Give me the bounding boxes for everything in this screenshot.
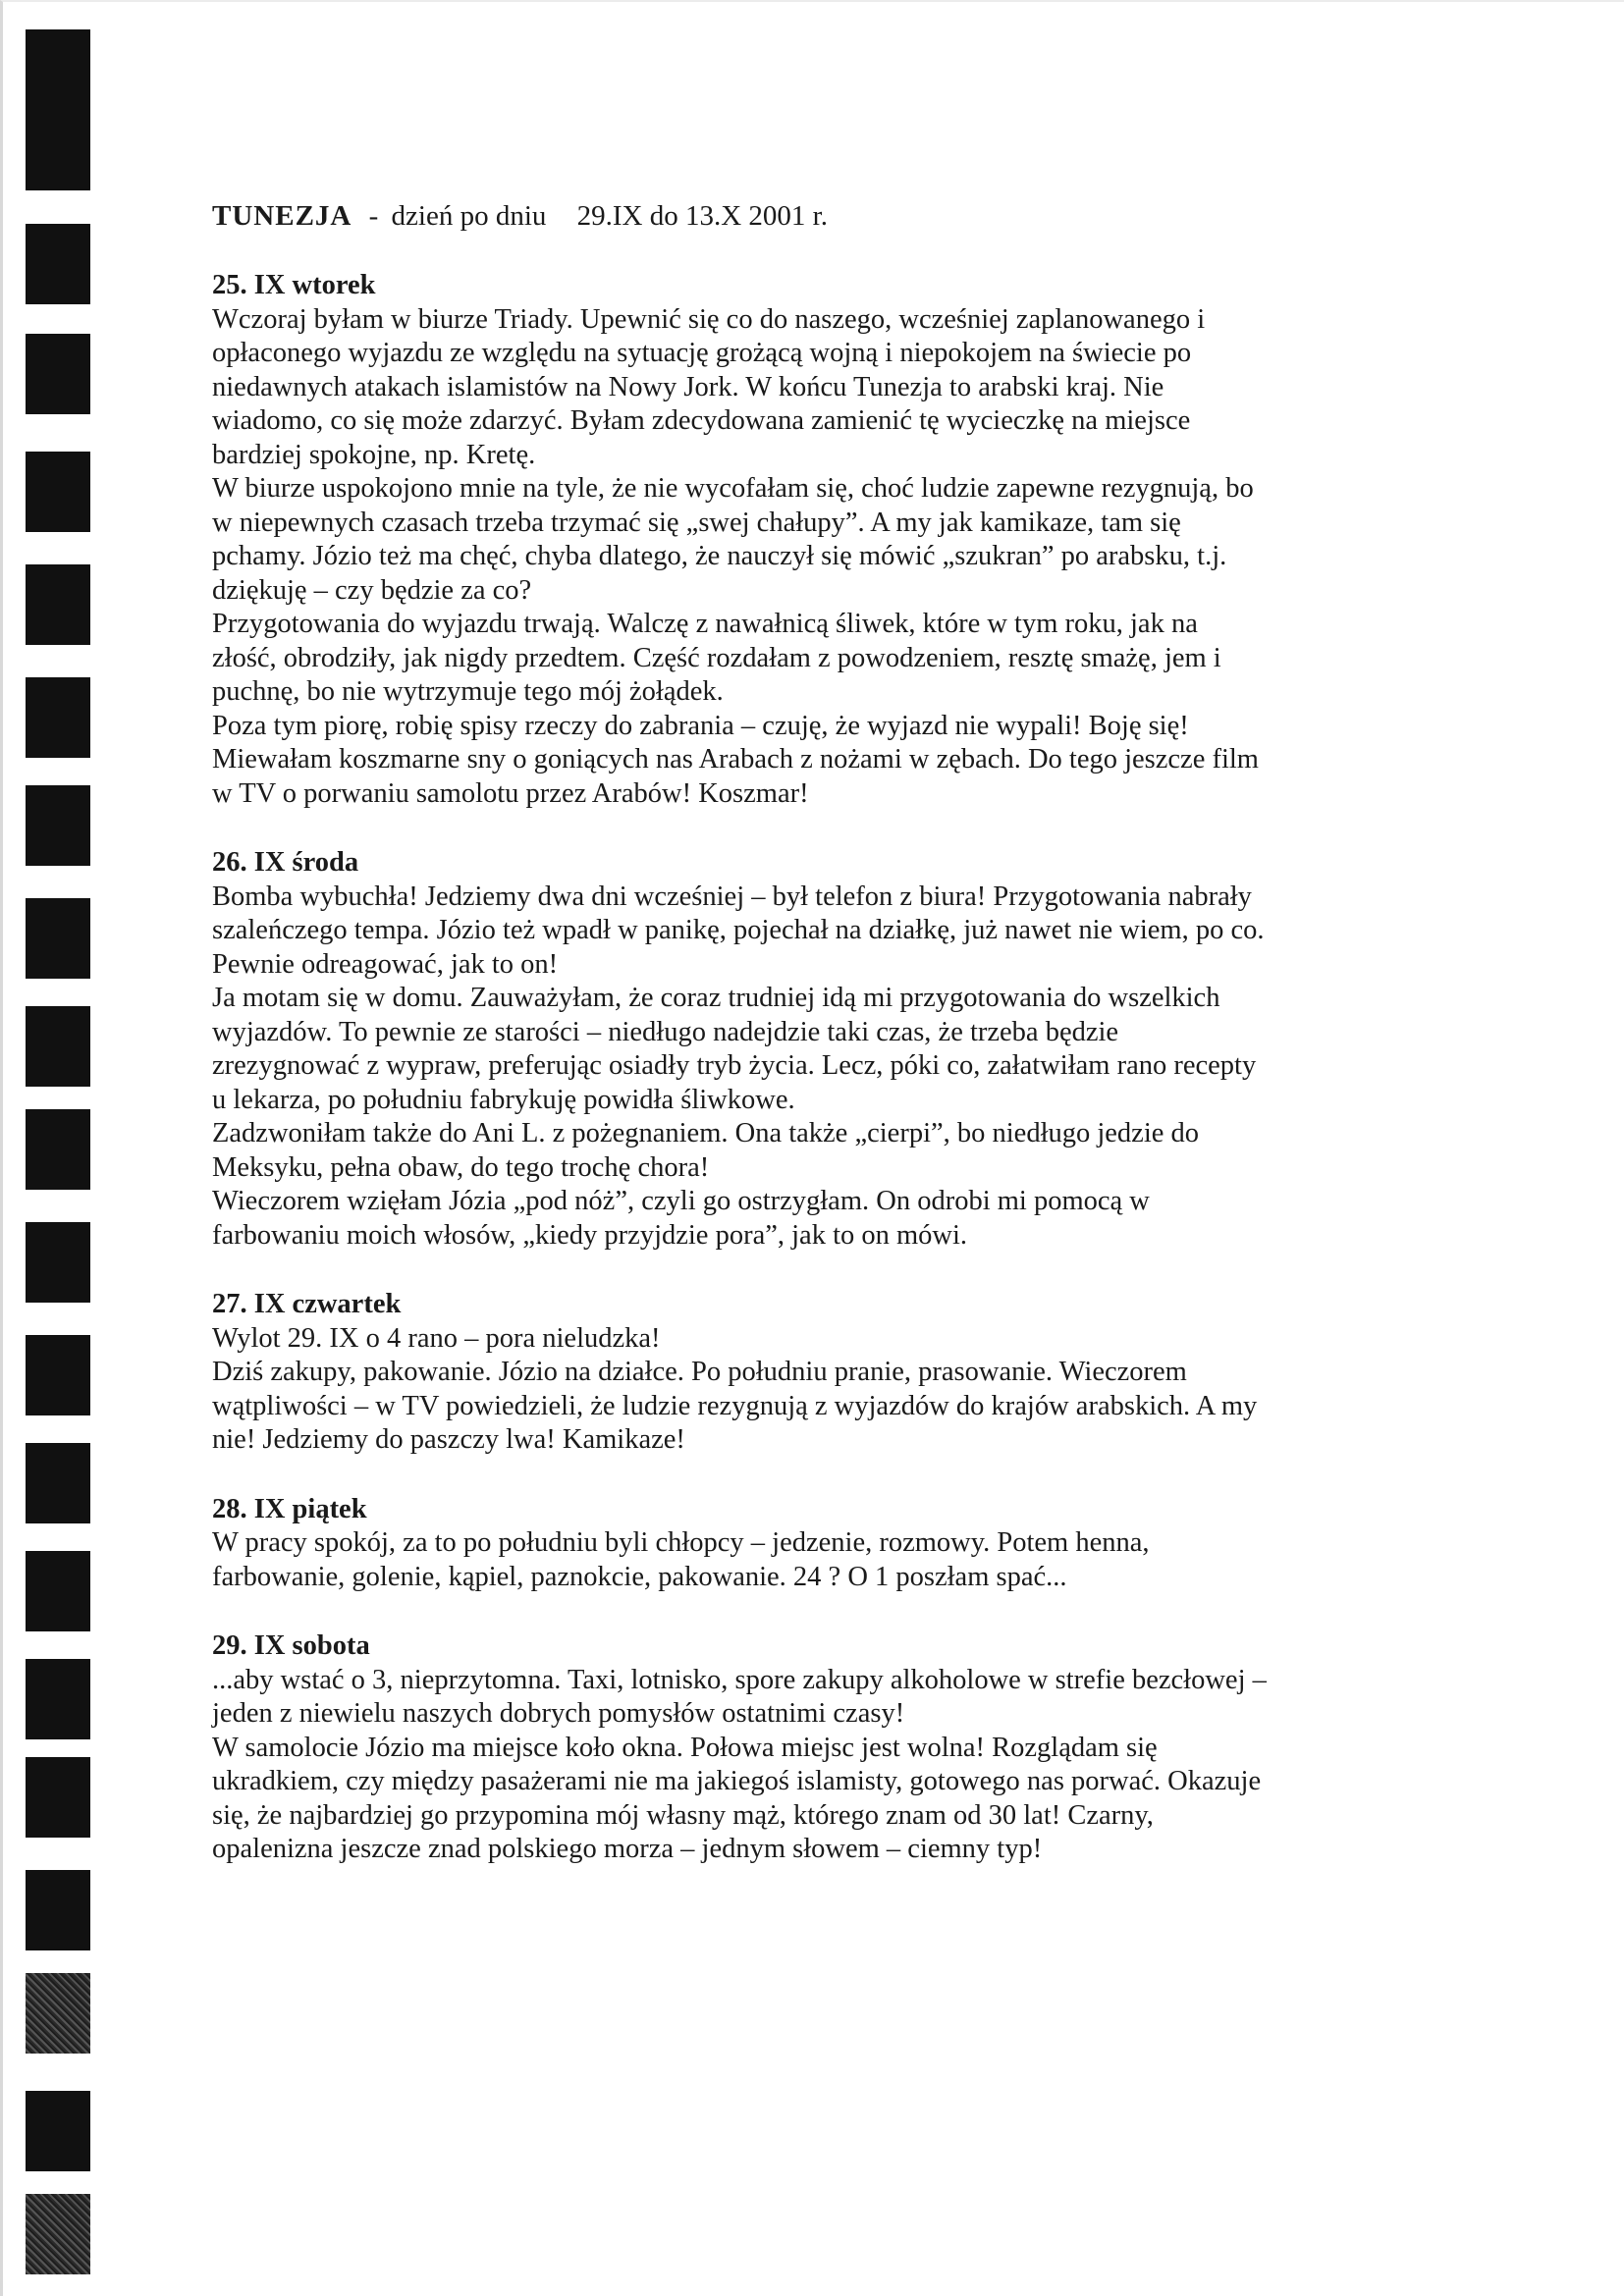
entry-heading: 29. IX sobota bbox=[212, 1630, 370, 1661]
binding-hole bbox=[26, 1659, 90, 1739]
binding-hole bbox=[26, 1870, 90, 1950]
entry-heading: 25. IX wtorek bbox=[212, 270, 376, 300]
binding-hole bbox=[26, 110, 90, 190]
binding-hole bbox=[26, 677, 90, 758]
entry-heading: 27. IX czwartek bbox=[212, 1289, 402, 1319]
entry-text bbox=[212, 881, 1449, 1254]
text-line: pchamy. Józio też ma chęć, chyba dlatego, że nauczył się mówić „szukran” po arabsku, t.j. bbox=[212, 541, 1227, 571]
text-line: Pewnie odreagować, jak to on! bbox=[212, 948, 559, 980]
text-line: wiadomo, co się może zdarzyć. Byłam zdecydowana zamienić tę wycieczkę na miejsce bbox=[212, 405, 1191, 436]
binding-hole bbox=[26, 564, 90, 645]
text-line: szaleńczego tempa. Józio też wpadł w panikę, pojechał na działkę, już nawet nie wiem, po co. bbox=[212, 915, 1265, 945]
text-line: jeden z niewielu naszych dobrych pomysłów ostatnimi czasy! bbox=[212, 1698, 905, 1729]
diary-entries bbox=[212, 269, 1449, 1867]
binding-hole bbox=[26, 2091, 90, 2171]
binding-hole bbox=[26, 452, 90, 532]
text-line: Przygotowania do wyjazdu trwają. Walczę z nawałnicą śliwek, które w tym roku, jak na bbox=[212, 609, 1198, 639]
text-line: Miewałam koszmarne sny o goniących nas Arabach z nożami w zębach. Do tego jeszcze film bbox=[212, 744, 1259, 774]
text-line: Dziś zakupy, pakowanie. Józio na działce. Po południu pranie, prasowanie. Wieczorem bbox=[212, 1357, 1187, 1387]
text-line: wyjazdów. To pewnie ze starości – niedługo nadejdzie taki czas, że trzeba będzie bbox=[212, 1016, 1119, 1047]
text-line: w niepewnych czasach trzeba trzymać się „swej chałupy”. A my jak kamikaze, tam się bbox=[212, 507, 1181, 538]
diary-entry bbox=[212, 1493, 1449, 1595]
text-line: Poza tym piorę, robię spisy rzeczy do zabrania – czuję, że wyjazd nie wypali! Boję się! bbox=[212, 710, 1189, 741]
binding-hole bbox=[26, 1109, 90, 1190]
text-line: farbowanie, golenie, kąpiel, paznokcie, pakowanie. 24 ? O 1 poszłam spać... bbox=[212, 1561, 1067, 1592]
text-line: złość, obrodziły, jak nigdy przedtem. Część rozdałam z powodzeniem, resztę smażę, jem i bbox=[212, 642, 1221, 673]
entry-heading: 26. IX środa bbox=[212, 847, 359, 878]
document-subtitle: dzień po dniu bbox=[391, 200, 547, 232]
diary-entry bbox=[212, 846, 1449, 1253]
text-line: się, że najbardziej go przypomina mój własny mąż, którego znam od 30 lat! Czarny, bbox=[212, 1799, 1154, 1831]
binding-hole bbox=[26, 334, 90, 414]
binding-hole bbox=[26, 1757, 90, 1838]
binding-strip bbox=[26, 0, 104, 2296]
binding-hole bbox=[26, 2194, 90, 2274]
entry-text bbox=[212, 303, 1449, 812]
text-line: Ja motam się w domu. Zauważyłam, że coraz trudniej idą mi przygotowania do wszelkich bbox=[212, 983, 1220, 1013]
entry-text bbox=[212, 1526, 1449, 1594]
text-line: w TV o porwaniu samolotu przez Arabów! Koszmar! bbox=[212, 777, 809, 809]
binding-hole bbox=[26, 1335, 90, 1415]
binding-hole bbox=[26, 224, 90, 304]
text-line: W biurze uspokojono mnie na tyle, że nie wycofałam się, choć ludzie zapewne rezygnują, bo bbox=[212, 473, 1254, 504]
text-line: ...aby wstać o 3, nieprzytomna. Taxi, lotnisko, spore zakupy alkoholowe w strefie bezcłowej – bbox=[212, 1664, 1267, 1695]
document-title-line bbox=[212, 198, 1449, 234]
diary-entry bbox=[212, 269, 1449, 811]
binding-hole bbox=[26, 1006, 90, 1087]
text-line: Bomba wybuchła! Jedziemy dwa dni wcześniej – był telefon z biura! Przygotowania nabrały bbox=[212, 881, 1252, 912]
document-body bbox=[212, 198, 1449, 1902]
text-line: Zadzwoniłam także do Ani L. z pożegnaniem. Ona także „cierpi”, bo niedługo jedzie do bbox=[212, 1118, 1200, 1148]
text-line: ukradkiem, czy między pasażerami nie ma jakiegoś islamisty, gotowego nas porwać. Okazuje bbox=[212, 1766, 1262, 1796]
title-separator: - bbox=[368, 200, 379, 232]
binding-hole bbox=[26, 1443, 90, 1523]
text-line: u lekarza, po południu fabrykuję powidła śliwkowe. bbox=[212, 1084, 795, 1115]
text-line: farbowaniu moich włosów, „kiedy przyjdzie pora”, jak to on mówi. bbox=[212, 1219, 968, 1251]
text-line: opalenizna jeszcze znad polskiego morza – jednym słowem – ciemny typ! bbox=[212, 1834, 1043, 1864]
text-line: zrezygnować z wypraw, preferując osiadły tryb życia. Lecz, póki co, załatwiłam rano recepty bbox=[212, 1050, 1257, 1081]
diary-entry bbox=[212, 1629, 1449, 1867]
binding-hole bbox=[26, 898, 90, 979]
diary-entry bbox=[212, 1288, 1449, 1458]
text-line: wątpliwości – w TV powiedzieli, że ludzie rezygnują z wyjazdów do krajów arabskich. A my bbox=[212, 1390, 1258, 1421]
text-line: Wczoraj byłam w biurze Triady. Upewnić się co do naszego, wcześniej zaplanowanego i bbox=[212, 303, 1206, 335]
binding-hole bbox=[26, 1973, 90, 2054]
text-line: dziękuję – czy będzie za co? bbox=[212, 574, 532, 606]
entry-text bbox=[212, 1664, 1449, 1867]
binding-hole bbox=[26, 785, 90, 866]
document-dates: 29.IX do 13.X 2001 r. bbox=[576, 200, 828, 232]
text-line: W samolocie Józio ma miejsce koło okna. Połowa miejsc jest wolna! Rozglądam się bbox=[212, 1732, 1158, 1763]
binding-hole bbox=[26, 29, 90, 110]
text-line: puchnę, bo nie wytrzymuje tego mój żołądek. bbox=[212, 676, 724, 707]
text-line: W pracy spokój, za to po południu byli chłopcy – jedzenie, rozmowy. Potem henna, bbox=[212, 1527, 1150, 1558]
binding-hole bbox=[26, 1551, 90, 1631]
text-line: Meksyku, pełna obaw, do tego trochę chora! bbox=[212, 1151, 710, 1183]
text-line: Wieczorem wzięłam Józia „pod nóż”, czyli go ostrzygłam. On odrobi mi pomocą w bbox=[212, 1186, 1150, 1216]
text-line: opłaconego wyjazdu ze względu na sytuację grożącą wojną i niepokojem na świecie po bbox=[212, 338, 1192, 368]
text-line: niedawnych atakach islamistów na Nowy Jork. W końcu Tunezja to arabski kraj. Nie bbox=[212, 371, 1164, 402]
text-line: Wylot 29. IX o 4 rano – pora nieludzka! bbox=[212, 1322, 661, 1354]
text-line: bardziej spokojne, np. Kretę. bbox=[212, 439, 536, 470]
binding-hole bbox=[26, 1222, 90, 1303]
document-title: TUNEZJA bbox=[212, 200, 352, 232]
entry-heading: 28. IX piątek bbox=[212, 1493, 367, 1524]
entry-text bbox=[212, 1322, 1449, 1458]
text-line: nie! Jedziemy do paszczy lwa! Kamikaze! bbox=[212, 1424, 685, 1455]
